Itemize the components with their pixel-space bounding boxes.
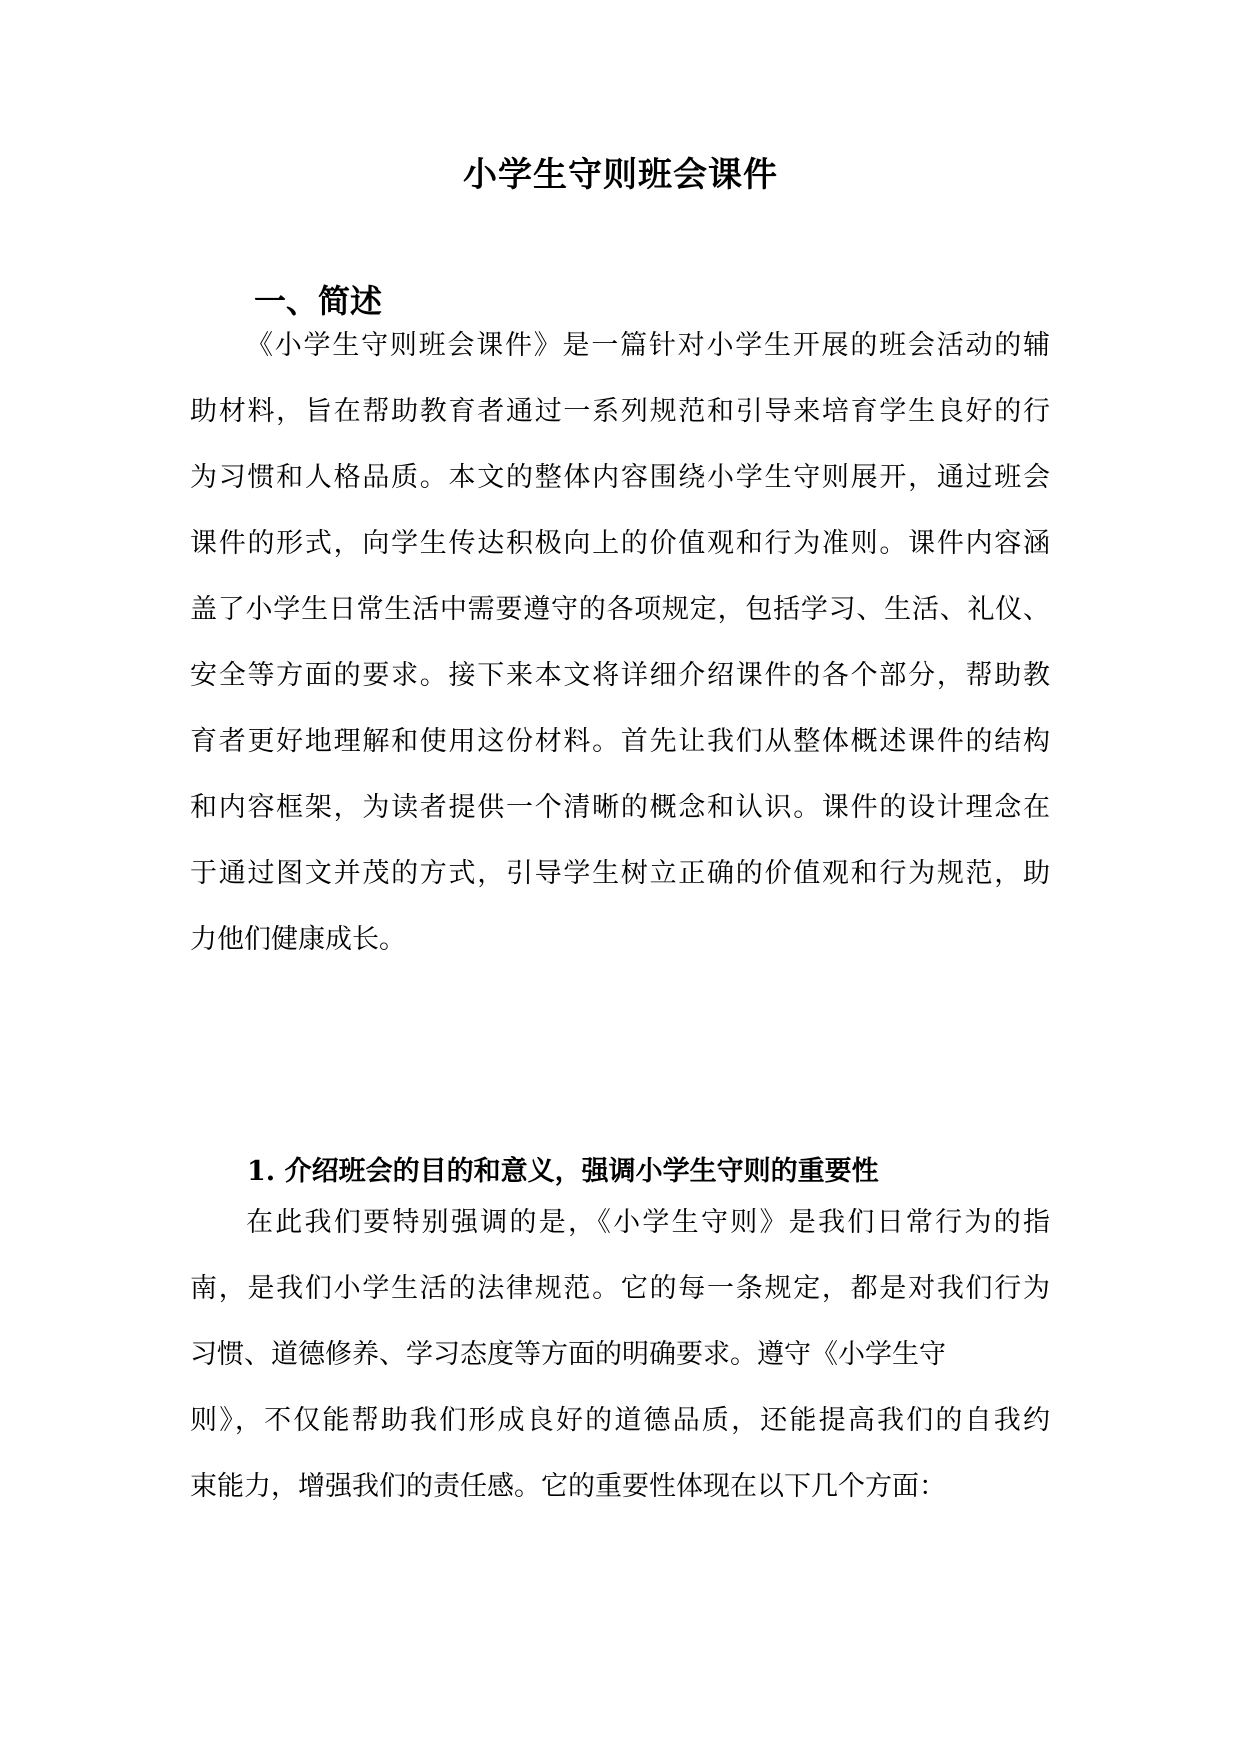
paragraph-line: 课件的形式，向学生传达积极向上的价值观和行为准则。课件内容涵 (190, 528, 1050, 559)
paragraph-line: 为习惯和人格品质。本文的整体内容围绕小学生守则展开，通过班会 (190, 462, 1050, 493)
paragraph-line: 盖了小学生日常生活中需要遵守的各项规定，包括学习、生活、礼仪、 (190, 594, 1050, 625)
paragraph-line: 则》，不仅能帮助我们形成良好的道德品质，还能提高我们的自我约 (190, 1405, 1050, 1436)
section-heading-overview: 一、简述 (254, 282, 383, 320)
paragraph-line: 习惯、道德修养、学习态度等方面的明确要求。遵守《小学生守 (190, 1339, 946, 1370)
document-title: 小学生守则班会课件 (463, 155, 778, 195)
paragraph-line: 在此我们要特别强调的是，《小学生守则》是我们日常行为的指 (246, 1207, 1050, 1238)
paragraph-line: 和内容框架，为读者提供一个清晰的概念和认识。课件的设计理念在 (190, 792, 1050, 823)
paragraph-line: 于通过图文并茂的方式，引导学生树立正确的价值观和行为规范，助 (190, 858, 1050, 889)
subsection-heading-purpose: 1. 介绍班会的目的和意义，强调小学生守则的重要性 (247, 1156, 879, 1187)
paragraph-line: 助材料，旨在帮助教育者通过一系列规范和引导来培育学生良好的行 (190, 396, 1050, 427)
paragraph-line: 南，是我们小学生活的法律规范。它的每一条规定，都是对我们行为 (190, 1273, 1050, 1304)
paragraph-line: 力他们健康成长。 (190, 924, 406, 955)
paragraph-line: 育者更好地理解和使用这份材料。首先让我们从整体概述课件的结构 (190, 726, 1050, 757)
paragraph-line: 《小学生守则班会课件》是一篇针对小学生开展的班会活动的辅 (246, 330, 1050, 361)
paragraph-line: 安全等方面的要求。接下来本文将详细介绍课件的各个部分，帮助教 (190, 660, 1050, 691)
paragraph-line: 束能力，增强我们的责任感。它的重要性体现在以下几个方面： (190, 1471, 946, 1502)
